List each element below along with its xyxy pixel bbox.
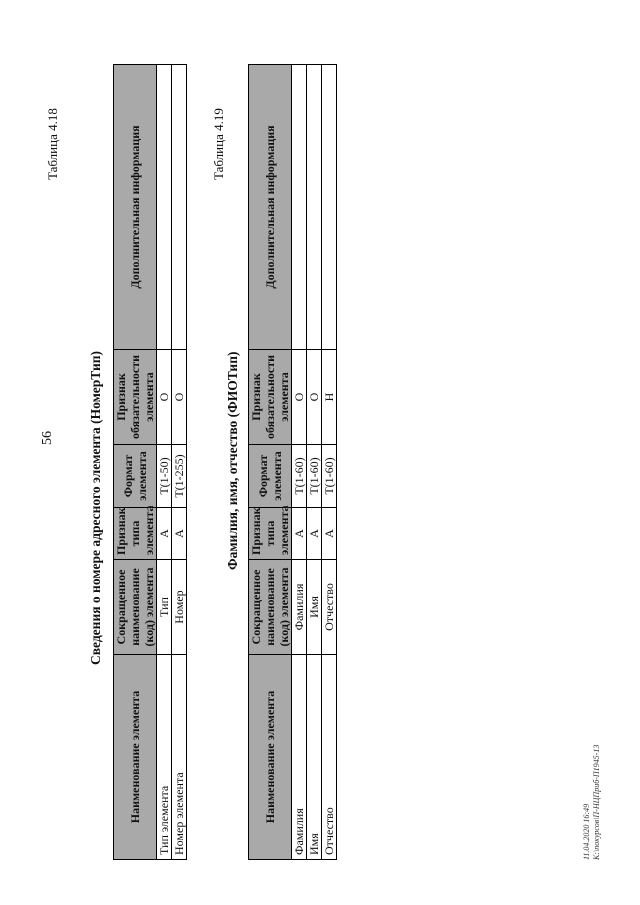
table-4-19-label: Таблица 4.19	[211, 108, 226, 180]
cell-info	[172, 65, 187, 350]
cell-code: Фамилия	[292, 560, 307, 655]
cell-format: T(1-255)	[172, 445, 187, 508]
col-header-type: Признак типа элемента	[249, 508, 292, 560]
page-number: 56	[40, 431, 55, 445]
table-4-18	[113, 64, 187, 860]
cell-required: Н	[322, 350, 337, 445]
cell-type: А	[322, 508, 337, 560]
cell-info	[322, 65, 337, 350]
cell-type: А	[172, 508, 187, 560]
cell-info	[292, 65, 307, 350]
table-row	[322, 65, 337, 860]
cell-name: Тип элемента	[157, 655, 172, 860]
cell-name: Номер элемента	[172, 655, 187, 860]
col-header-required: Признак обязательности элемента	[249, 350, 292, 445]
col-header-code: Сокращенное наименование (код) элемента	[114, 560, 157, 655]
table-4-18-title: Сведения о номере адресного элемента (НомерТип)	[88, 350, 103, 665]
table-header-row	[249, 65, 292, 860]
table-row	[172, 65, 187, 860]
cell-name: Имя	[307, 655, 322, 860]
cell-name: Отчество	[322, 655, 337, 860]
cell-info	[157, 65, 172, 350]
col-header-format: Формат элемента	[114, 445, 157, 508]
table-row	[307, 65, 322, 860]
cell-required: О	[307, 350, 322, 445]
cell-required: О	[172, 350, 187, 445]
table-row	[157, 65, 172, 860]
col-header-info: Дополнительная информация	[249, 65, 292, 350]
col-header-type: Признак типа элемента	[114, 508, 157, 560]
cell-type: А	[292, 508, 307, 560]
table-4-19-title: Фамилия, имя, отчество (ФИОТип)	[225, 351, 240, 570]
col-header-info: Дополнительная информация	[114, 65, 157, 350]
footer-date: 11.04.2020 16:49	[582, 803, 591, 860]
cell-format: T(1-60)	[307, 445, 322, 508]
col-header-name: Наименование элемента	[249, 655, 292, 860]
col-header-format: Формат элемента	[249, 445, 292, 508]
footer-path: К:\покурсов\П-НЦПриб-П1945-13	[592, 744, 601, 860]
col-header-code: Сокращенное наименование (код) элемента	[249, 560, 292, 655]
table-4-18-label: Таблица 4.18	[45, 108, 60, 180]
cell-required: О	[292, 350, 307, 445]
cell-type: А	[307, 508, 322, 560]
cell-code: Имя	[307, 560, 322, 655]
cell-type: А	[157, 508, 172, 560]
cell-format: T(1-50)	[157, 445, 172, 508]
cell-format: T(1-60)	[292, 445, 307, 508]
cell-name: Фамилия	[292, 655, 307, 860]
table-header-row	[114, 65, 157, 860]
col-header-name: Наименование элемента	[114, 655, 157, 860]
cell-info	[307, 65, 322, 350]
col-header-required: Признак обязательности элемента	[114, 350, 157, 445]
cell-format: T(1-60)	[322, 445, 337, 508]
cell-required: О	[157, 350, 172, 445]
table-row	[292, 65, 307, 860]
cell-code: Номер	[172, 560, 187, 655]
table-4-19	[248, 64, 337, 860]
footer-stamp	[582, 745, 602, 860]
cell-code: Отчество	[322, 560, 337, 655]
cell-code: Тип	[157, 560, 172, 655]
